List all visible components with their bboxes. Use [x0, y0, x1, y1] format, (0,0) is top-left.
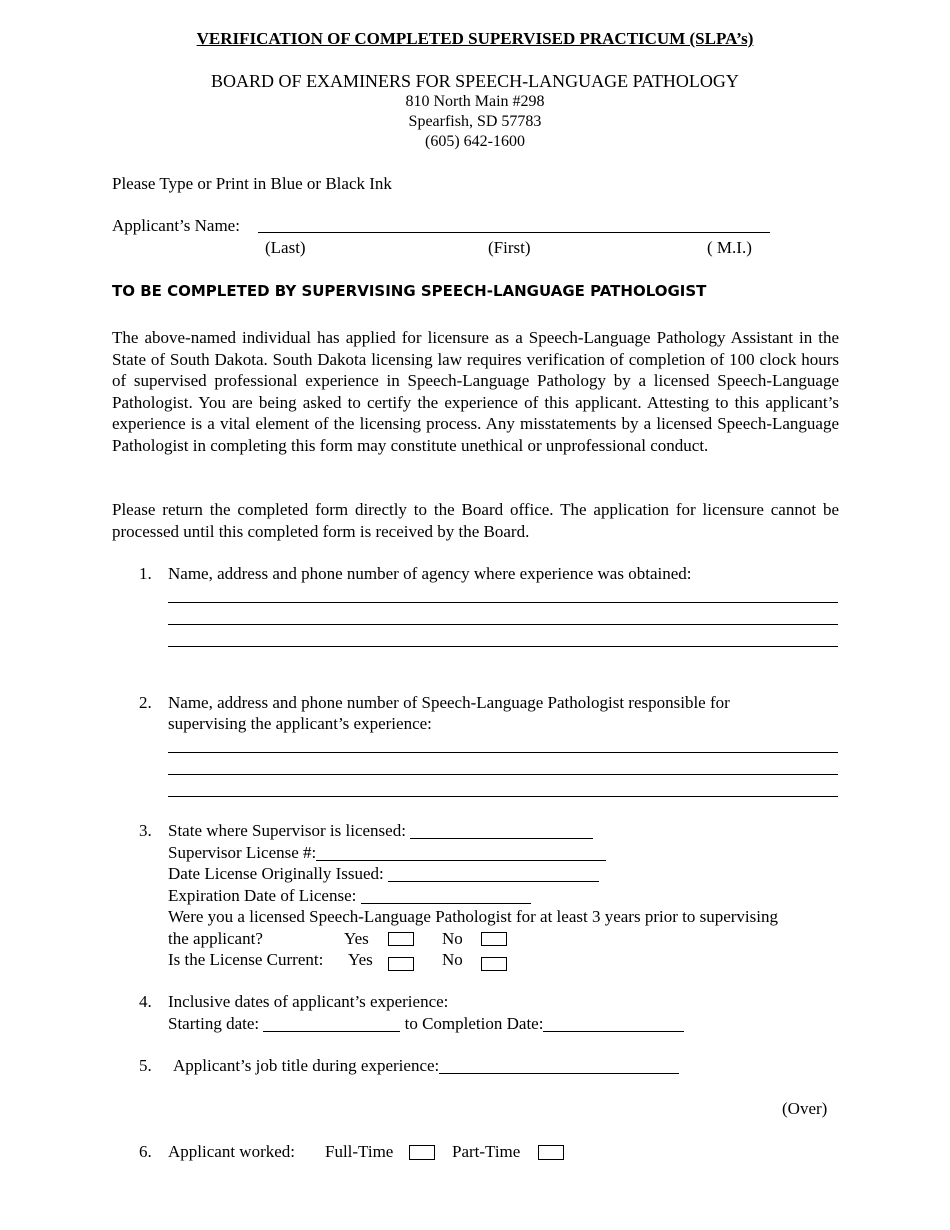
license-expiration-field[interactable]	[361, 887, 531, 904]
item-number-4: 4.	[139, 992, 152, 1011]
license-issued-label: Date License Originally Issued:	[168, 864, 384, 883]
supervisor-question-line1: Name, address and phone number of Speech-Language Pathologist responsible for	[168, 693, 730, 712]
part-time-label: Part-Time	[452, 1142, 521, 1161]
part-time-checkbox[interactable]	[538, 1145, 564, 1160]
license-state-field[interactable]	[410, 822, 593, 839]
job-title-label: Applicant’s job title during experience:	[173, 1056, 440, 1075]
completion-date-label: to Completion Date:	[404, 1014, 544, 1033]
agency-line-2[interactable]	[168, 624, 838, 625]
three-years-yes-checkbox[interactable]	[388, 932, 414, 946]
applicant-name-label: Applicant’s Name:	[112, 216, 240, 235]
license-state-label: State where Supervisor is licensed:	[168, 821, 406, 840]
supervisor-question-line2: supervising the applicant’s experience:	[168, 714, 432, 733]
three-years-question-line2: the applicant?	[168, 929, 263, 948]
middle-initial-caption: ( M.I.)	[707, 238, 752, 257]
board-phone: (605) 642-1600	[425, 133, 525, 150]
license-current-yes-label: Yes	[348, 950, 373, 969]
section-heading: TO BE COMPLETED BY SUPERVISING SPEECH-LANGUAGE PATHOLOGIST	[112, 282, 707, 300]
start-date-label: Starting date:	[168, 1014, 260, 1033]
license-number-field[interactable]	[316, 844, 606, 861]
three-years-no-label: No	[442, 929, 463, 948]
item-number-1: 1.	[139, 564, 152, 583]
full-time-label: Full-Time	[325, 1142, 394, 1161]
item-number-5: 5.	[139, 1056, 152, 1075]
license-current-no-checkbox[interactable]	[481, 957, 507, 971]
license-current-no-label: No	[442, 950, 463, 969]
agency-line-1[interactable]	[168, 602, 838, 603]
license-current-yes-checkbox[interactable]	[388, 957, 414, 971]
first-name-caption: (First)	[488, 238, 531, 257]
return-paragraph: Please return the completed form directly to the Board office. The application for licensure cannot be processed until this completed form is received by the Board.	[112, 500, 839, 541]
last-name-caption: (Last)	[265, 238, 306, 257]
full-time-checkbox[interactable]	[409, 1145, 435, 1160]
item-number-6: 6.	[139, 1142, 152, 1161]
experience-dates-label: Inclusive dates of applicant’s experience:	[168, 992, 449, 1011]
ink-instructions: Please Type or Print in Blue or Black Ink	[112, 174, 392, 193]
over-note: (Over)	[782, 1099, 828, 1118]
intro-paragraph: The above-named individual has applied for licensure as a Speech-Language Pathology Assistant in the State of South Dakota. South Dakota licensing law requires verification of completion of 100 clock hours of supervised professional experience in Speech-Language Pathology by a licensed Speech-Language Pathologist. You are being asked to certify the experience of this applicant. Attesting to this applicant’s experience is a vital element of the licensing process. Any misstatements by a licensed Speech-Language Pathologist in completing this form may constitute unethical or unprofessional conduct.	[112, 328, 839, 455]
start-date-field[interactable]	[263, 1015, 400, 1032]
work-status-label: Applicant worked:	[168, 1142, 295, 1161]
form-title: VERIFICATION OF COMPLETED SUPERVISED PRACTICUM (SLPA’s)	[196, 29, 754, 48]
item-number-2: 2.	[139, 693, 152, 712]
license-number-label: Supervisor License #:	[168, 843, 317, 862]
item-number-3: 3.	[139, 821, 152, 840]
board-address-street: 810 North Main #298	[405, 93, 545, 110]
license-expiration-label: Expiration Date of License:	[168, 886, 357, 905]
three-years-no-checkbox[interactable]	[481, 932, 507, 946]
board-name: BOARD OF EXAMINERS FOR SPEECH-LANGUAGE PATHOLOGY	[211, 71, 739, 91]
applicant-name-field[interactable]	[258, 232, 770, 233]
supervisor-line-1[interactable]	[168, 752, 838, 753]
license-issued-field[interactable]	[388, 865, 599, 882]
supervisor-line-3[interactable]	[168, 796, 838, 797]
three-years-yes-label: Yes	[344, 929, 369, 948]
agency-line-3[interactable]	[168, 646, 838, 647]
board-address-city: Spearfish, SD 57783	[408, 113, 542, 130]
completion-date-field[interactable]	[543, 1015, 684, 1032]
agency-question: Name, address and phone number of agency where experience was obtained:	[168, 564, 692, 583]
supervisor-line-2[interactable]	[168, 774, 838, 775]
job-title-field[interactable]	[439, 1057, 679, 1074]
three-years-question-line1: Were you a licensed Speech-Language Pathologist for at least 3 years prior to supervising	[168, 907, 778, 926]
license-current-label: Is the License Current:	[168, 950, 324, 969]
